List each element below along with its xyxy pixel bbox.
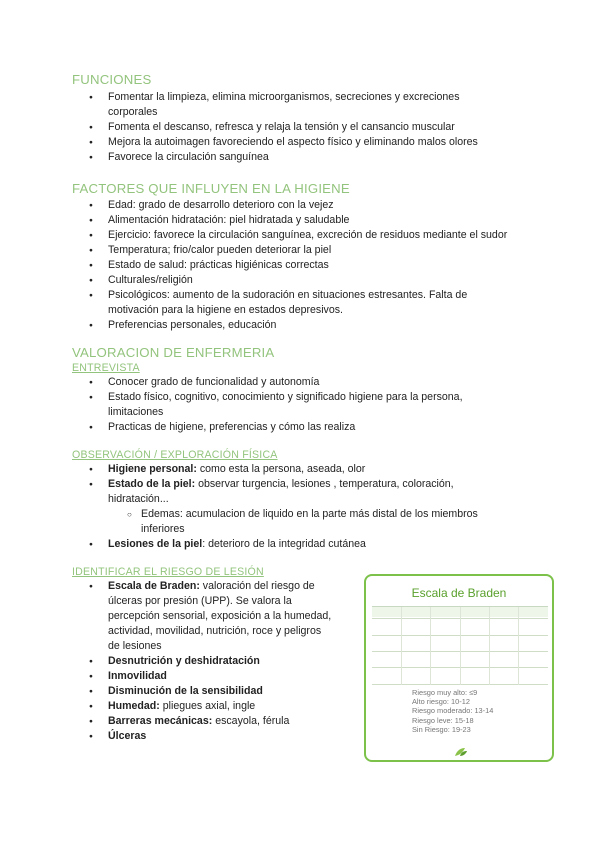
subsection-observacion: OBSERVACIÓN / EXPLORACIÓN FÍSICA [72,449,278,461]
item-text: Edemas: acumulacion de liquido en la parte más distal de los miembros [141,508,478,520]
bold-term: Estado de la piel: [108,478,196,490]
bold-term: Disminución de la sensibilidad [108,685,263,697]
list-item [72,714,362,729]
item-text: observar turgencia, lesiones , temperatura, coloración, [195,478,454,490]
section-title-valoracion: VALORACION DE ENFERMERIA [72,345,275,360]
risk-level: Riesgo moderado: 13-14 [412,706,494,716]
section-title-factores: FACTORES QUE INFLUYEN EN LA HIGIENE [72,181,350,196]
bold-term: Escala de Braden: [108,580,200,592]
table-rule [430,607,431,685]
list-item: ● Alimentación hidratación: piel hidratada y saludable [72,213,542,228]
risk-level: Alto riesgo: 10-12 [412,697,470,707]
list-item: ● Mejora la autoimagen favoreciendo el aspecto físico y eliminando malos olores [72,135,532,150]
risk-level: Sin Riesgo: 19-23 [412,724,471,734]
list-item-continuation [72,609,362,624]
braden-figure-title: Escala de Braden [411,586,507,600]
list-item: ● Culturales/religión [72,273,542,288]
item-text: : deterioro de la integridad cutánea [202,538,366,550]
entrevista-list [72,375,532,435]
item-text: escayola, férula [212,715,290,727]
item-text: inferiores [141,523,185,535]
list-item-continuation [72,639,362,654]
list-item: ● Ejercicio: favorece la circulación sanguínea, excreción de residuos mediante el sudor [72,228,542,243]
item-text: valoración del riesgo de [199,580,315,592]
bold-term: Desnutrición y deshidratación [108,655,260,667]
subsection-riesgo: IDENTIFICAR EL RIESGO DE LESIÓN [72,566,264,578]
list-item: ● Temperatura; frio/calor pueden deteriorar la piel [72,243,542,258]
bold-term: Humedad: [108,700,160,712]
list-item-continuation: motivación para la higiene en estados depresivos. [108,304,343,316]
bold-term: Lesiones de la piel [108,538,203,550]
bold-term: Úlceras [108,730,147,742]
publisher-logo [438,744,484,758]
list-item-continuation: corporales [108,106,158,118]
list-item [72,669,362,684]
item-text: percepción sensorial, exposición a la humedad, [108,610,332,622]
bold-term: Barreras mecánicas: [108,715,213,727]
list-item: ● Edad: grado de desarrollo deterioro con la vejez [72,198,542,213]
list-item [72,699,362,714]
list-item: ● Conocer grado de funcionalidad y autonomía [72,375,532,390]
observacion-list [72,462,542,552]
funciones-list [72,90,532,165]
list-item [72,654,362,669]
list-item: ● Psicológicos: aumento de la sudoración en situaciones estresantes. Falta de [72,288,542,303]
item-text: hidratación... [108,493,169,505]
factores-list [72,198,542,333]
subsection-entrevista: ENTREVISTA [72,362,140,374]
list-item-continuation [72,624,362,639]
item-text: de lesiones [108,640,162,652]
table-rule [518,607,519,685]
list-item-continuation [72,492,542,507]
sub-list-item [72,507,542,522]
list-item: ● Preferencias personales, educación [72,318,542,333]
list-item [72,537,542,552]
table-rule [460,607,461,685]
item-text: actividad, movilidad, nutrición, roce y peligros [108,625,322,637]
item-text: pliegues axial, ingle [159,700,256,712]
list-item: ● Fomenta el descanso, refresca y relaja la tensión y el cansancio muscular [72,120,532,135]
braden-risk-levels [412,688,493,734]
riesgo-list [72,579,362,744]
item-text: úlceras por presión (UPP). Se valora la [108,595,292,607]
section-title-funciones: FUNCIONES [72,72,152,87]
list-item [72,684,362,699]
risk-level: Riesgo muy alto: ≤9 [412,688,478,697]
bold-term: Inmovilidad [108,670,167,682]
bold-term: Higiene personal: [108,463,197,475]
list-item [72,477,542,492]
list-item [72,579,362,594]
item-text: como esta la persona, aseada, olor [196,463,366,475]
table-rule [489,607,490,685]
list-item-continuation [72,594,362,609]
table-rule [401,607,402,685]
braden-mini-table [372,606,548,685]
list-item: ● Fomentar la limpieza, elimina microorganismos, secreciones y excreciones [72,90,532,105]
sub-list-item-continuation [72,522,542,537]
list-item: ● Favorece la circulación sanguínea [72,150,532,165]
list-item [72,729,362,744]
list-item: ● Practicas de higiene, preferencias y cómo las realiza [72,420,532,435]
list-item: ● Estado físico, cognitivo, conocimiento y significado higiene para la persona, [72,390,532,405]
list-item: ● Estado de salud: prácticas higiénicas correctas [72,258,542,273]
list-item [72,462,542,477]
risk-level: Riesgo leve: 15-18 [412,715,474,725]
leaf-logo-icon [438,747,484,757]
list-item-continuation: limitaciones [108,406,164,418]
braden-scale-figure [364,574,554,762]
